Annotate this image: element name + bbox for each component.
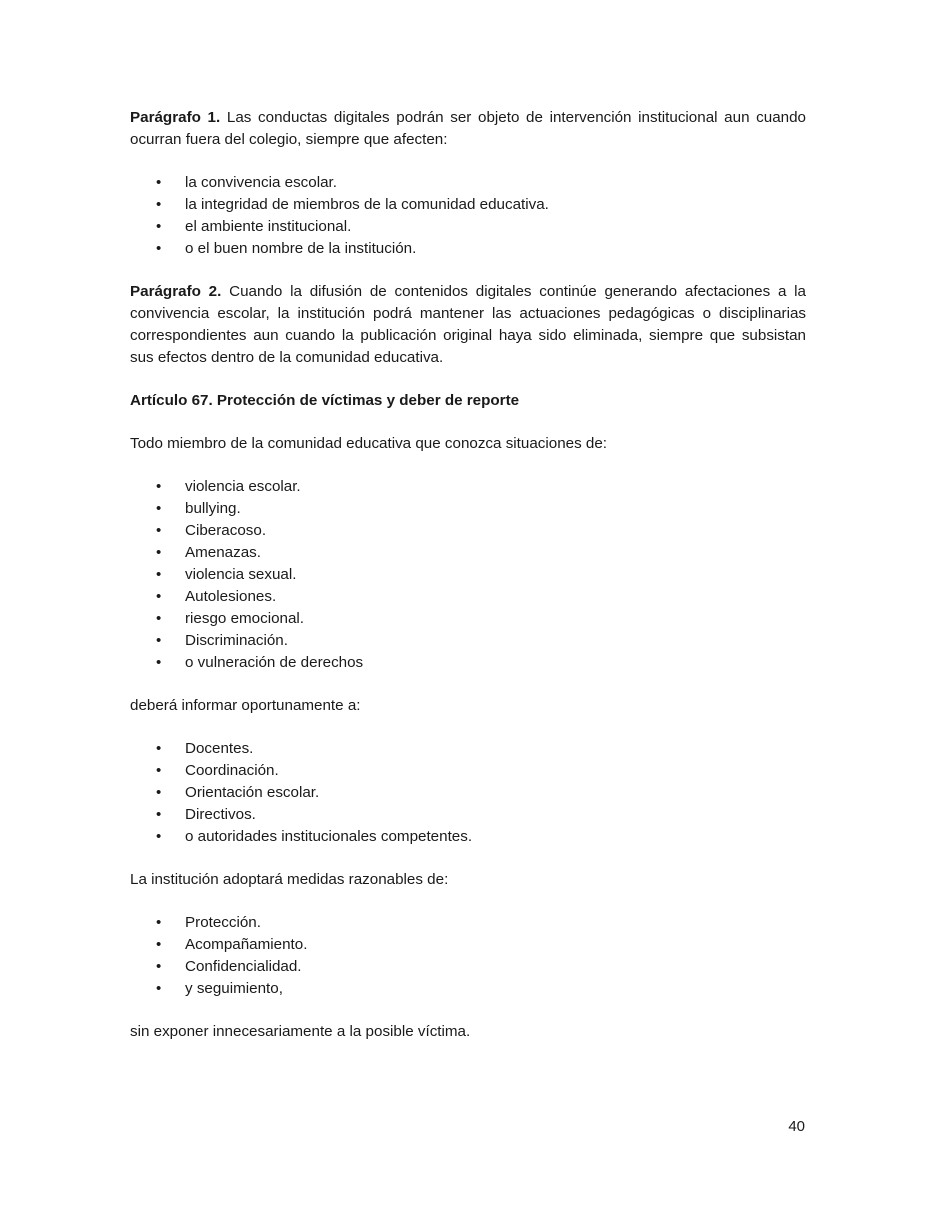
list-item: • Discriminación. [130,630,806,652]
list-item: • Acompañamiento. [130,934,806,956]
paragraph-2-text: Cuando la difusión de contenidos digitales continúe generando afectaciones a la convivencia escolar, la institución podrá mantener las actuaciones pedagógicas o disciplinarias correspondientes aun cuando la publicación original haya sido eliminada, siempre que subsistan sus efectos dentro de la comunidad educativa. [130,283,806,366]
list-item: • Protección. [130,912,806,934]
list-item: • violencia escolar. [130,476,806,498]
article-heading: Artículo 67. Protección de víctimas y deber de reporte [130,392,520,409]
measures-list [130,912,806,1000]
paragraph-1-text: Las conductas digitales podrán ser objeto de intervención institucional aun cuando ocurran fuera del colegio, siempre que afecten: [130,109,806,148]
page-content [130,107,806,1043]
closing-statement: sin exponer innecesariamente a la posible víctima. [130,1023,471,1040]
list-item: • violencia sexual. [130,564,806,586]
paragraph-2 [130,281,806,369]
paragraph-1 [130,107,806,151]
list-item: • riesgo emocional. [130,608,806,630]
measures-intro: La institución adoptará medidas razonables de: [130,871,449,888]
situations-intro: Todo miembro de la comunidad educativa que conozca situaciones de: [130,435,608,452]
list-item: • Coordinación. [130,760,806,782]
list-item: • Autolesiones. [130,586,806,608]
list-item: • Orientación escolar. [130,782,806,804]
list-item: • Directivos. [130,804,806,826]
list-item: • o vulneración de derechos [130,652,806,674]
report-to-list [130,738,806,848]
list-item: • el ambiente institucional. [130,216,806,238]
report-to-intro: deberá informar oportunamente a: [130,697,361,714]
page-number: 40 [788,1118,805,1135]
list-item: • bullying. [130,498,806,520]
list-item: • Confidencialidad. [130,956,806,978]
paragraph-2-label: Parágrafo 2. [130,283,222,300]
list-item: • la convivencia escolar. [130,172,806,194]
situations-list [130,476,806,674]
list-item: • la integridad de miembros de la comunidad educativa. [130,194,806,216]
list-item: • y seguimiento, [130,978,806,1000]
affected-areas-list [130,172,806,260]
list-item: • o autoridades institucionales competentes. [130,826,806,848]
list-item: • o el buen nombre de la institución. [130,238,806,260]
list-item: • Ciberacoso. [130,520,806,542]
paragraph-1-label: Parágrafo 1. [130,109,221,126]
list-item: • Docentes. [130,738,806,760]
list-item: • Amenazas. [130,542,806,564]
